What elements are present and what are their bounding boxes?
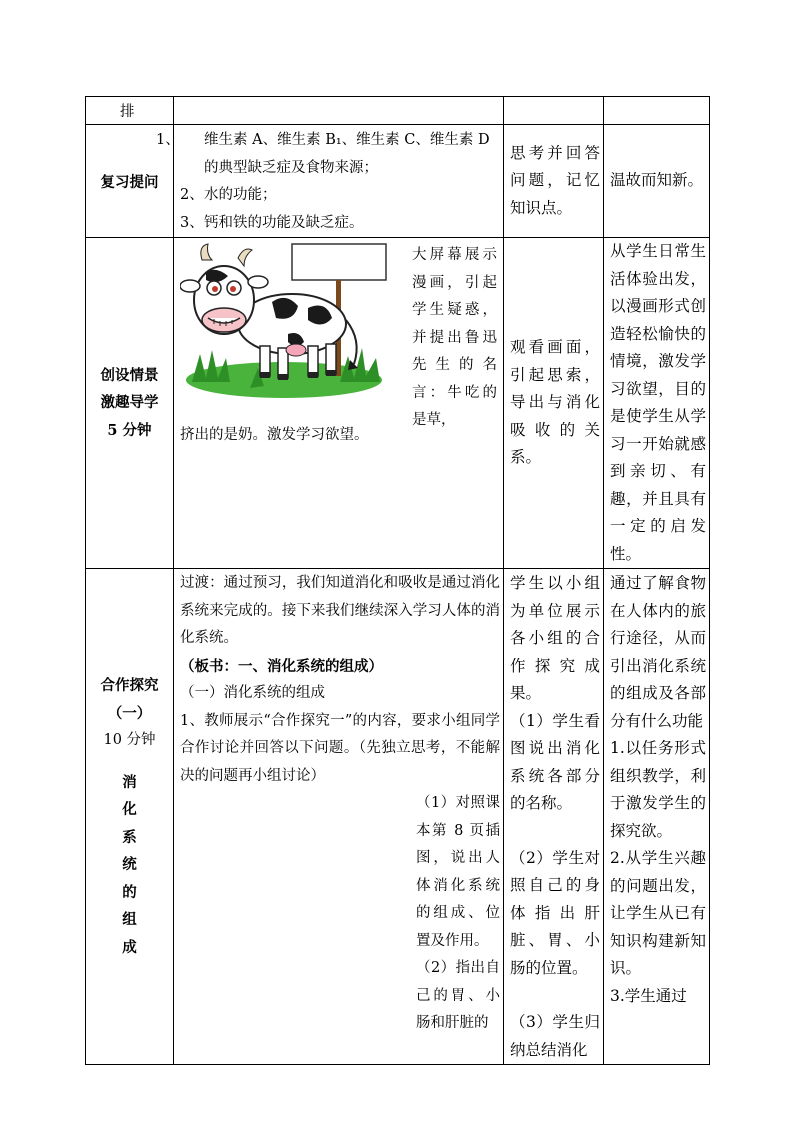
explore-student: [504, 569, 604, 1065]
row-explore: [86, 569, 710, 1065]
review-purpose: 温故而知新。: [604, 125, 710, 238]
explore-student-intro: 学生以小组为单位展示各小组的合作探究成果。: [510, 574, 600, 702]
review-student: 思考并回答问题，记忆知识点。: [504, 125, 604, 238]
review-content: [156, 125, 504, 238]
lesson-plan-table: [85, 96, 710, 1065]
explore-label-line1: 合作探究: [100, 677, 159, 694]
explore-student-2: （2）学生对照自己的身体指出肝脏、胃、小肠的位置。: [510, 848, 600, 977]
scenario-cartoon-block: [174, 238, 503, 448]
scenario-teacher-side-text: 大屏幕展示漫画，引起学生疑惑，并提出鲁迅先生的名言：牛吃的是草，: [412, 247, 497, 428]
row-review: [86, 125, 710, 238]
explore-label-vertical: 消 化 系 统 的 组 成: [122, 773, 137, 956]
review-label: 复习提问: [86, 125, 174, 238]
explore-purpose-intro: 通过了解食物在人体内的旅行途径，从而引出消化系统的组成及各部分有什么功能: [610, 574, 706, 730]
explore-transition: 过渡：通过预习，我们知道消化和吸收是通过消化系统来完成的。接下来我们继续深入学习人体的消化系统。: [180, 575, 500, 646]
explore-board: （板书：一、消化系统的组成）: [180, 657, 383, 675]
scenario-label: [86, 238, 174, 569]
explore-label: [86, 569, 174, 1065]
explore-purpose-1: 1.以任务形式组织教学，利于激发学生的探究欲。: [610, 739, 706, 840]
row-top-content: [174, 97, 504, 125]
explore-student-3: （3）学生归纳总结消化: [510, 1013, 600, 1059]
scenario-label-line2: 激趣导学: [100, 394, 159, 412]
row-scenario: [86, 238, 710, 569]
explore-q2: （2）指出自己的胃、小肠和肝脏的: [416, 960, 500, 1031]
explore-purpose-2: 2.从学生兴趣的问题出发，让学生从已有知识构建新知识。: [610, 849, 706, 977]
row-top-label: 排: [86, 97, 174, 125]
row-top-purpose: [604, 97, 710, 125]
row-top: [86, 97, 710, 125]
explore-label-line2: （一）: [107, 704, 152, 722]
scenario-teacher-tail-text: 挤出的是奶。激发学习欲望。: [180, 427, 369, 443]
explore-label-time: 10 分钟: [103, 732, 156, 748]
explore-content: [174, 569, 504, 1065]
explore-purpose: [604, 569, 710, 1065]
scenario-student: 观看画面，引起思索，导出与消化吸收的关系。: [504, 238, 604, 569]
scenario-label-line3: 5 分钟: [107, 421, 152, 439]
scenario-content: [174, 238, 504, 569]
cartoon-cow-image: [180, 242, 408, 410]
explore-purpose-3: 3.学生通过: [610, 986, 687, 1005]
explore-section: （一）消化系统的组成: [180, 685, 325, 701]
scenario-purpose: 从学生日常生活体验出发，以漫画形式创造轻松愉快的情境，激发学习欲望，目的是使学生从学习一开始就感到亲切、有趣，并且具有一定的启发性。: [604, 238, 710, 569]
explore-q1: （1）对照课本第 8 页插图，说出人体消化系统的组成、位置及作用。: [416, 795, 500, 949]
scenario-label-line1: 创设情景: [100, 366, 159, 384]
explore-student-1: （1）学生看图说出消化系统各部分的名称。: [510, 711, 600, 812]
review-item-1: 1、 维生素 A、维生素 B₁、维生素 C、维生素 D 的典型缺乏症及食物来源；: [156, 132, 490, 176]
review-item-3: 3、钙和铁的功能及缺乏症。: [180, 214, 364, 231]
row-top-student: [504, 97, 604, 125]
explore-task: 1、教师展示“合作探究一”的内容，要求小组同学合作讨论并回答以下问题。（先独立思考，不能解决的问题再小组讨论）: [180, 712, 500, 784]
review-item-2: 2、水的功能；: [180, 187, 277, 203]
